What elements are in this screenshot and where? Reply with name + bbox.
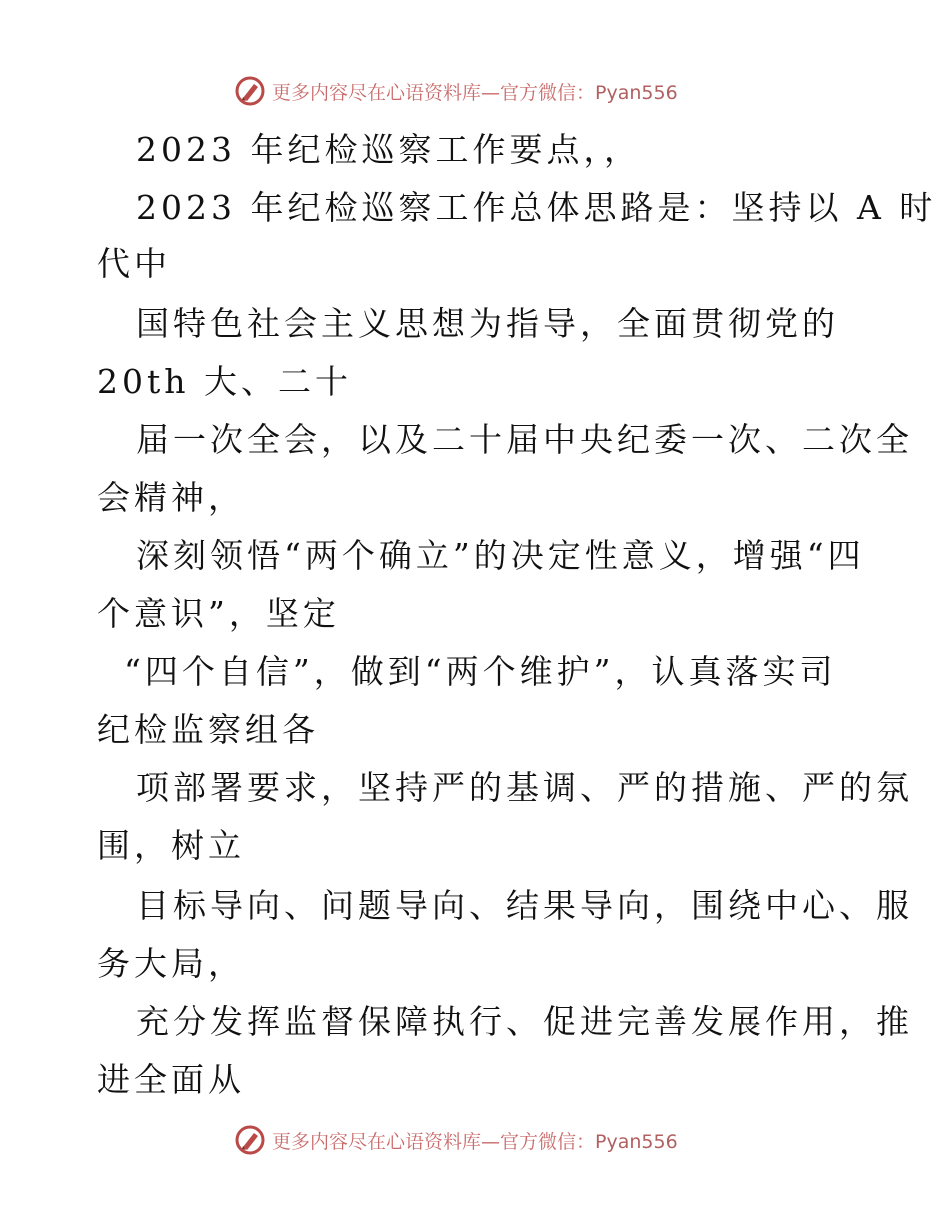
doc-line: “四个自信”，做到“两个维护”，认真落实司 xyxy=(124,652,837,691)
watermark-account: Pyan556 xyxy=(595,1130,678,1153)
doc-line: 个意识”，坚定 xyxy=(97,594,340,633)
doc-line: 围，树立 xyxy=(97,826,245,865)
watermark-text xyxy=(272,78,678,105)
doc-line: 务大局， xyxy=(97,944,245,983)
pen-seal-icon xyxy=(234,1124,266,1156)
doc-line: 20th 大、二十 xyxy=(97,362,352,401)
doc-line: 会精神， xyxy=(97,478,245,517)
watermark-label: 更多内容尽在心语资料库—官方微信： xyxy=(272,1130,596,1153)
doc-line: 进全面从 xyxy=(97,1060,245,1099)
doc-line: 届一次全会，以及二十届中央纪委一次、二次全 xyxy=(136,420,913,459)
doc-line: 国特色社会主义思想为指导，全面贯彻党的 xyxy=(136,304,839,343)
doc-line: 2023 年纪检巡察工作总体思路是：坚持以 A 时 xyxy=(136,188,937,227)
doc-line: 项部署要求，坚持严的基调、严的措施、严的氛 xyxy=(136,768,913,807)
doc-line: 代中 xyxy=(97,244,171,283)
doc-line: 纪检监察组各 xyxy=(97,710,319,749)
watermark-label: 更多内容尽在心语资料库—官方微信： xyxy=(272,81,596,104)
doc-line: 深刻领悟“两个确立”的决定性意义，增强“四 xyxy=(136,536,865,575)
watermark-text xyxy=(272,1127,678,1154)
watermark-account: Pyan556 xyxy=(595,81,678,104)
doc-line: 充分发挥监督保障执行、促进完善发展作用，推 xyxy=(136,1002,913,1041)
doc-line: 目标导向、问题导向、结果导向，围绕中心、服 xyxy=(136,886,913,925)
header-watermark xyxy=(234,74,678,108)
footer-watermark xyxy=(234,1123,678,1157)
doc-line: 2023 年纪检巡察工作要点，， xyxy=(136,130,641,169)
pen-seal-icon xyxy=(234,75,266,107)
